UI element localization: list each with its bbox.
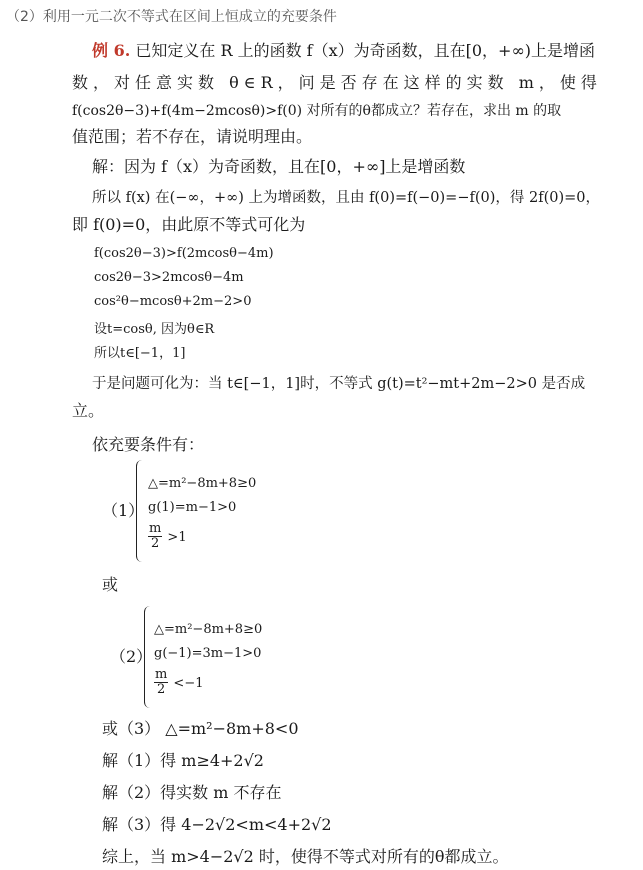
case2-brace bbox=[144, 606, 151, 708]
case2-label: （2） bbox=[110, 647, 153, 666]
math-line-2: cos2θ−3>2mcosθ−4m bbox=[94, 270, 244, 285]
example-line-1: 例 6. 已知定义在 R 上的函数 f（x）为奇函数，且在[0，+∞)上是增函 bbox=[92, 41, 596, 60]
case1-label: （1） bbox=[102, 501, 145, 520]
solution-line-5: 立。 bbox=[72, 401, 105, 420]
solution-line-6: 依充要条件有： bbox=[92, 435, 205, 454]
section-heading: （2）利用一元二次不等式在区间上恒成立的充要条件 bbox=[6, 9, 337, 25]
solution-line-2: 所以 f(x) 在(−∞，+∞) 上为增函数，且由 f(0)=f(−0)=−f(0)，得 2f(0)=0， bbox=[92, 190, 600, 206]
math-line-1: f(cos2θ−3)>f(2mcosθ−4m) bbox=[94, 246, 274, 261]
case2-condition-c: $\frac{m}{2}$ <−1 bbox=[155, 667, 204, 697]
example-label: 例 6. bbox=[92, 41, 131, 60]
math-line-3: cos²θ−mcosθ+2m−2>0 bbox=[94, 294, 252, 309]
example-content bbox=[54, 28, 640, 866]
case3-line: 或（3） △=m²−8m+8<0 bbox=[102, 719, 299, 738]
result-line-2: 解（2）得实数 m 不存在 bbox=[102, 783, 282, 802]
solution-line-3: 即 f(0)=0，由此原不等式可化为 bbox=[72, 215, 306, 234]
case2-fraction: $\frac{m}{2}$ bbox=[155, 667, 168, 697]
math-line-5: 所以t∈[−1，1] bbox=[94, 346, 186, 361]
case1-fraction: $\frac{m}{2}$ bbox=[149, 521, 162, 551]
case1-brace bbox=[136, 460, 143, 562]
or-label: 或 bbox=[102, 575, 119, 594]
solution-line-4: 于是问题可化为：当 t∈[−1，1]时，不等式 g(t)=t²−mt+2m−2>0 是否成 bbox=[92, 376, 586, 392]
case2-condition-a: △=m²−8m+8≥0 bbox=[154, 622, 263, 637]
case2-condition-b: g(−1)=3m−1>0 bbox=[154, 646, 262, 661]
example-line-4: 值范围；若不存在，请说明理由。 bbox=[72, 127, 313, 146]
case1-condition-a: △=m²−8m+8≥0 bbox=[148, 476, 257, 491]
case1-condition-b: g(1)=m−1>0 bbox=[148, 500, 237, 515]
result-line-3: 解（3）得 4−2√2<m<4+2√2 bbox=[102, 815, 332, 834]
example-line-2: 数，对任意实数 θ∈R，问是否存在这样的实数 m，使得 bbox=[72, 73, 602, 92]
example-line-3: f(cos2θ−3)+f(4m−2mcosθ)>f(0) 对所有的θ都成立？若存在，求出 m 的取 bbox=[72, 103, 562, 119]
result-line-1: 解（1）得 m≥4+2√2 bbox=[102, 751, 264, 770]
case1-condition-c: $\frac{m}{2}$ >1 bbox=[149, 521, 187, 551]
result-line-4: 综上，当 m>4−2√2 时，使得不等式对所有的θ都成立。 bbox=[102, 847, 509, 866]
math-line-4: 设t=cosθ, 因为θ∈R bbox=[94, 322, 215, 337]
solution-line-1: 解：因为 f（x）为奇函数，且在[0，+∞]上是增函数 bbox=[92, 157, 466, 176]
